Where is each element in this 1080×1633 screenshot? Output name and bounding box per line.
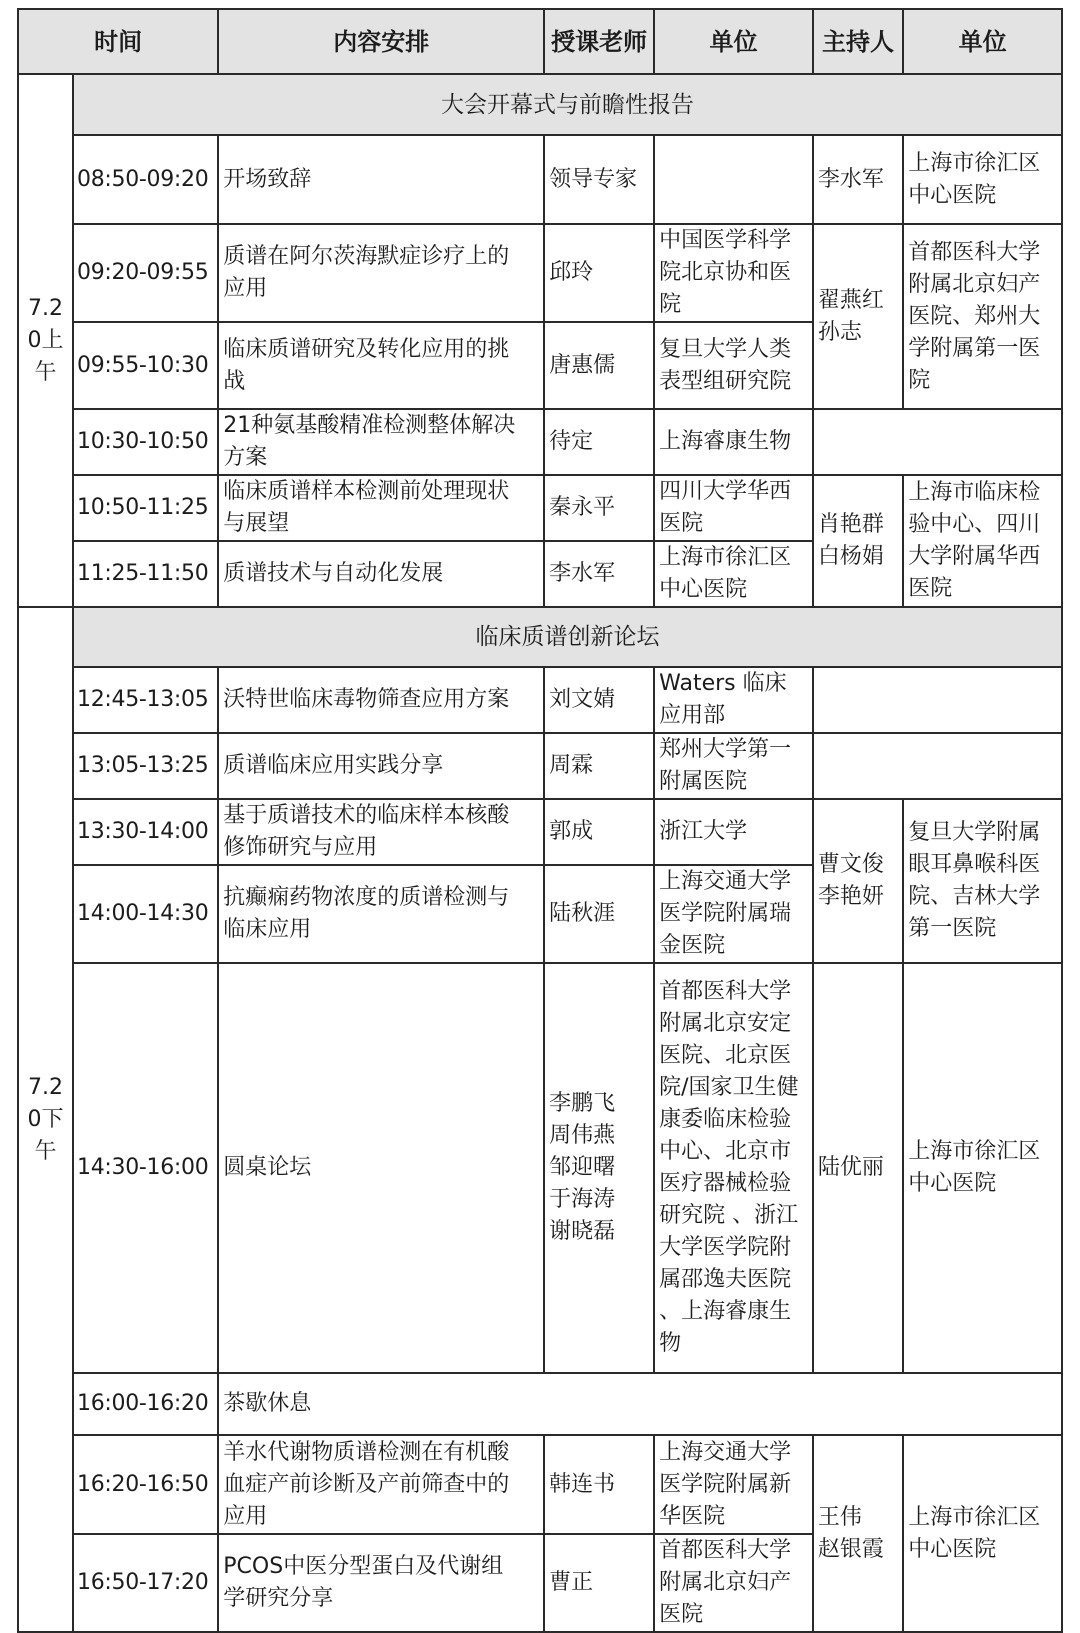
time-cell: 10:30-10:50 xyxy=(73,409,218,475)
speaker-cell: 韩连书 xyxy=(544,1435,654,1534)
table-row xyxy=(18,1373,1062,1435)
host-cell-empty xyxy=(813,733,1062,799)
topic-cell: 质谱临床应用实践分享 xyxy=(218,733,544,799)
topic-cell: PCOS中医分型蛋白及代谢组 学研究分享 xyxy=(218,1534,544,1632)
time-cell: 13:05-13:25 xyxy=(73,733,218,799)
host-cell-empty xyxy=(813,667,1062,733)
time-cell: 08:50-09:20 xyxy=(73,135,218,224)
unit-cell xyxy=(654,135,813,224)
speaker-cell: 待定 xyxy=(544,409,654,475)
speaker-cell: 李鹏飞 周伟燕 邹迎曙 于海涛 谢晓磊 xyxy=(544,963,654,1373)
topic-cell: 茶歇休息 xyxy=(218,1373,1062,1435)
time-cell: 13:30-14:00 xyxy=(73,799,218,865)
day-label: 7.2 0下 午 xyxy=(18,607,73,1632)
table-row xyxy=(18,224,1062,322)
topic-cell: 质谱技术与自动化发展 xyxy=(218,541,544,607)
table-row xyxy=(18,409,1062,475)
unit-cell: 复旦大学人类 表型组研究院 xyxy=(654,322,813,409)
table-row xyxy=(18,475,1062,541)
time-cell: 16:20-16:50 xyxy=(73,1435,218,1534)
host-cell: 李水军 xyxy=(813,135,903,224)
unit-cell: 上海睿康生物 xyxy=(654,409,813,475)
host-unit-cell: 首都医科大学 附属北京妇产 医院、郑州大 学附属第一医 院 xyxy=(903,224,1062,409)
header-unit: 单位 xyxy=(654,9,813,74)
unit-cell: 首都医科大学 附属北京安定 医院、北京医 院/国家卫生健 康委临床检验 中心、北京市 医疗器械检验 研究院 、浙江 大学医学院附 属邵逸夫医院 、上海睿康生 物 xyxy=(654,963,813,1373)
time-cell: 11:25-11:50 xyxy=(73,541,218,607)
time-cell: 14:30-16:00 xyxy=(73,963,218,1373)
section-row xyxy=(18,74,1062,135)
day-label: 7.2 0上 午 xyxy=(18,74,73,607)
host-unit-cell: 复旦大学附属 眼耳鼻喉科医 院、吉林大学 第一医院 xyxy=(903,799,1062,963)
time-cell: 14:00-14:30 xyxy=(73,865,218,963)
time-cell: 09:20-09:55 xyxy=(73,224,218,322)
header-host: 主持人 xyxy=(813,9,903,74)
speaker-cell: 刘文婧 xyxy=(544,667,654,733)
host-unit-cell: 上海市临床检 验中心、四川 大学附属华西 医院 xyxy=(903,475,1062,607)
time-cell: 10:50-11:25 xyxy=(73,475,218,541)
table-row xyxy=(18,667,1062,733)
header-content: 内容安排 xyxy=(218,9,544,74)
host-unit-cell: 上海市徐汇区 中心医院 xyxy=(903,135,1062,224)
speaker-cell: 唐惠儒 xyxy=(544,322,654,409)
unit-cell: 郑州大学第一 附属医院 xyxy=(654,733,813,799)
section-title: 大会开幕式与前瞻性报告 xyxy=(73,74,1062,135)
host-unit-cell: 上海市徐汇区 中心医院 xyxy=(903,1435,1062,1632)
section-row xyxy=(18,607,1062,667)
speaker-cell: 郭成 xyxy=(544,799,654,865)
unit-cell: 首都医科大学 附属北京妇产 医院 xyxy=(654,1534,813,1632)
host-cell: 肖艳群 白杨娟 xyxy=(813,475,903,607)
header-speaker: 授课老师 xyxy=(544,9,654,74)
host-unit-cell: 上海市徐汇区 中心医院 xyxy=(903,963,1062,1373)
table-row xyxy=(18,799,1062,865)
host-cell: 翟燕红 孙志 xyxy=(813,224,903,409)
topic-cell: 基于质谱技术的临床样本核酸 修饰研究与应用 xyxy=(218,799,544,865)
schedule-table xyxy=(17,8,1063,1633)
time-cell: 09:55-10:30 xyxy=(73,322,218,409)
header-time: 时间 xyxy=(18,9,218,74)
speaker-cell: 李水军 xyxy=(544,541,654,607)
header-host-unit: 单位 xyxy=(903,9,1062,74)
unit-cell: Waters 临床 应用部 xyxy=(654,667,813,733)
speaker-cell: 邱玲 xyxy=(544,224,654,322)
table-row xyxy=(18,1435,1062,1534)
time-cell: 16:00-16:20 xyxy=(73,1373,218,1435)
unit-cell: 四川大学华西 医院 xyxy=(654,475,813,541)
speaker-cell: 曹正 xyxy=(544,1534,654,1632)
unit-cell: 中国医学科学 院北京协和医 院 xyxy=(654,224,813,322)
host-cell: 陆优丽 xyxy=(813,963,903,1373)
unit-cell: 上海交通大学 医学院附属新 华医院 xyxy=(654,1435,813,1534)
topic-cell: 临床质谱研究及转化应用的挑 战 xyxy=(218,322,544,409)
topic-cell: 圆桌论坛 xyxy=(218,963,544,1373)
topic-cell: 质谱在阿尔茨海默症诊疗上的 应用 xyxy=(218,224,544,322)
header-row xyxy=(18,9,1062,74)
speaker-cell: 陆秋涯 xyxy=(544,865,654,963)
speaker-cell: 周霖 xyxy=(544,733,654,799)
topic-cell: 沃特世临床毒物筛查应用方案 xyxy=(218,667,544,733)
host-cell: 王伟 赵银霞 xyxy=(813,1435,903,1632)
host-cell: 曹文俊 李艳妍 xyxy=(813,799,903,963)
host-cell-empty xyxy=(813,409,1062,475)
unit-cell: 浙江大学 xyxy=(654,799,813,865)
topic-cell: 临床质谱样本检测前处理现状 与展望 xyxy=(218,475,544,541)
speaker-cell: 秦永平 xyxy=(544,475,654,541)
topic-cell: 抗癫痫药物浓度的质谱检测与 临床应用 xyxy=(218,865,544,963)
section-title: 临床质谱创新论坛 xyxy=(73,607,1062,667)
table-row xyxy=(18,963,1062,1373)
unit-cell: 上海市徐汇区 中心医院 xyxy=(654,541,813,607)
topic-cell: 开场致辞 xyxy=(218,135,544,224)
table-row xyxy=(18,135,1062,224)
time-cell: 16:50-17:20 xyxy=(73,1534,218,1632)
topic-cell: 羊水代谢物质谱检测在有机酸 血症产前诊断及产前筛查中的 应用 xyxy=(218,1435,544,1534)
unit-cell: 上海交通大学 医学院附属瑞 金医院 xyxy=(654,865,813,963)
speaker-cell: 领导专家 xyxy=(544,135,654,224)
table-row xyxy=(18,733,1062,799)
time-cell: 12:45-13:05 xyxy=(73,667,218,733)
topic-cell: 21种氨基酸精准检测整体解决 方案 xyxy=(218,409,544,475)
